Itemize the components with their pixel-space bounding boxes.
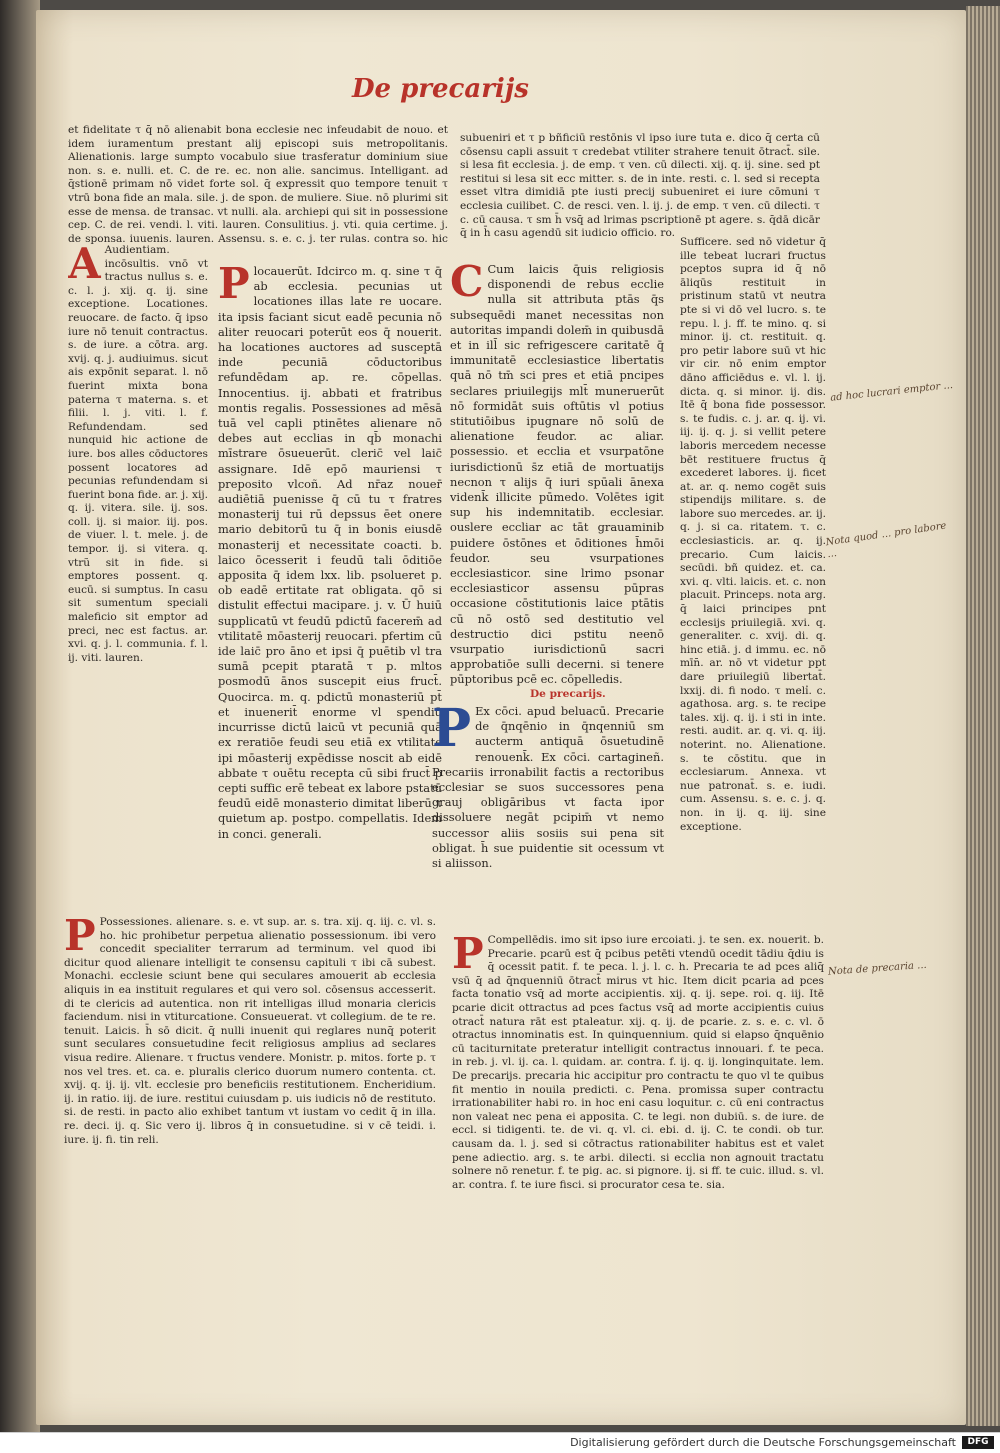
commentary-right-top: subueniri et τ p bñficiū restōnis vl ipso iure tuta e. dico q̄ certa cū cōsensu capli assuit τ credebat vtiliter strahere tenuit ōtract̄. sile. si lesa fit ecclesia. j. de emp. τ ven. cū dilecti. xij. q. ij. sine. sed pt restitui si lesa sit ecc mitter. s. de in inte. resti. c. l. sed si recepta esset vltra dimidiā pte iusti precij subueniret ei iure cōmuni τ ecclesia cuilibet. C. de resci. ven. l. ij. j. de emp. τ ven. cū dilecti. τ c. cū causa. τ sm h̄ vsq̄ ad lrimas pscriptionē pt agere. s. q̄dā dicār q̄ in h̄ casu agendū sit iudicio officio. ro. (460, 132, 820, 240)
footer-credit: Digitalisierung gefördert durch die Deutsche Forschungsgemeinschaft (570, 1436, 956, 1449)
commentary-left-top: et fidelitate τ q̄ nō alienabit bona ecclesie nec infeudabit de nouo. et idem iuramentum prestant alij episcopi suis metropolitanis. Alienationis. large sumpto vocabulo siue trasferatur dominium siue non. s. e. nulli. et. C. de re. ec. non alie. sancimus. Intelligant. ad q̄stionē primam nō videt forte sol. q̄ expressit quo tempore tenuit τ vtrū bona fide an mala. sile. j. de spon. de muliere. Siue. nō plurimi sit esse de mensa. de transac. vt nulli. ala. archiepi qui sit in possessione cep. C. de rei. vendi. l. viti. lauren. Consulitius. j. vti. quia certime. j. de sponsa. iuuenis. lauren. Assensu. s. e. c. j. ter rulas. contra so. hic (68, 124, 448, 244)
page-header-title: De precarijs (352, 74, 529, 104)
main-text-right: C Cum laicis q̄uis religiosis disponendi de rebus ecclie nulla sit attributa ptās q̄s subsequēdi manet necessitas non autoritas impandi dolem̄ in quibusdā et in ill̄ sic refrigescere caritatē q̄ immunitatē ecclesiastice libertatis quā nō tm̄ sci pres et etiā pncipes seclares priuilegijs mlt̄ muneruerūt nō formidāt suis oftūtis vl potius stitutiōibus ipugnare nō solū de alienatione feudor. ac aliar. possessio. et ecclia et vsurpatōne iurisdictionū s̄z etiā de mortuatijs necnon τ alijs q̄ iuri spūali ānexa videnk̄ illicite pūmedo. Volētes igit sup his indemnitatib. ecclesiar. ouslere eccliar ac tāt grauaminib puidere ōstōnes et ōditiones h̄mōi feudor. seu vsurpationes ecclesiasticor. sine lrimo psonar ecclesiasticor assensu pūpras occasione cōstitutionis laice ptātis cū nō ostō sed destitutio vel destructio dici pstitu neenō vsurpatio iurisdictionū sacri approbatiōe sulli decerni. si tenere pūptoribus pcē ec. cōpelledis. (450, 262, 664, 687)
initial-p-bottom: P (64, 916, 96, 960)
dfg-logo: DFG (962, 1436, 994, 1449)
main-text-column: Plocauerūt. Idcirco m. q. sine τ q̄ ab ecclesia. pecunias ut locationes illas late re uocare. ita ipsis faciant sicut eadē pecunia nō aliter reuocari poterūt eos q̄ nouerit. ha locationes auctores ad susceptā inde pecuniā cōductoribus refundēdam ap. re. cōpellas. Innocentius. ij. abbati et fratribus montis regalis. Possessiones ad mēsā tuā vel capli ptinētes alienare nō debes aut ecclias in qb̄ monachi mīstrare ōsueuerūt. cleric̄ vel laic̄ assignare. Idē epō mauriensi τ preposito vlcoñ. Ad nr̄az nouer̄ audiētiā puenisse q̄ cū tu τ fratres monasterij tui rū depssus ēet onere mario debitorū tu q̄ in bonis eiusdē monasterij et necessitate coacti. b. laico ōcesserit i feudū tali ōditiōe apposita q̄ idem lxx. lib. psolueret p. ob eadē ertitate rat obligata. qō si distulit effectui macipare. j. v. Ū huiū supplicatū vt feudū pdictū facerem̄ ad vtilitatē mōasterij reuocari. pfertim cū ide laic̄ pro āno et ipsi q̄ puētib vl tra sumā pcepit ptaratā τ p. mltos posmodū ānos suscepit eius fruct̄. Quocirca. m. q. pdictū monasteriū pt̄ et inuenerit̄ enorme vl spendiū incurrisse dictū laicū vt pecuniā quā ex reratiōe feudi seu etiā ex vtilitate ipi mōasterij expēdisse noscit ab eidē abbate τ ouētu recepta cū sibi fruct̄ p cepti suffic erē tebeat ex labore pstatū feudū eidē monasterio dimitat liberū τ quietum ap. postpo. compellatis. Idem in conci. generali. (218, 264, 442, 841)
initial-p: P (218, 264, 250, 308)
marginal-note-2: Nota quod ... pro labore ... (824, 520, 948, 561)
commentary-left-narrow: A Audientiam. incōsultis. vnō vt tractus nullus s. e. c. l. j. xij. q. ij. sine exceptione. Locationes. reuocare. de facto. q̄ ipso iure nō tenuit contractus. s. de iure. a cōtra. arg. xvij. q. j. audiuimus. sicut ais expōnit separat. l. nō fuerint mixta bona paterna τ materna. s. et filii. l. j. viti. l. f. Refundendam. sed nunquid hic actione de iure. bos alles cōductores possent locatores ad pecunias refundendam si fuerint bona fide. ar. j. xij. q. ij. vitera. sile. ij. sos. coll. ij. si maior. iij. pos. de viuer. l. t. mele. j. de tempor. ij. si vitera. q. vtrũ sit in fide. si emptores possent. q. eucū. si sumptus. In casu sit sumentum speciali maleficio sit emptor ad preci, nec est factus. ar. xvi. q. j. l. communia. f. l. ij. viti. lauren. (68, 244, 208, 664)
book-spine (0, 0, 40, 1452)
commentary-right-edge: Sufficere. sed nō videtur q̄ ille tebeat lucrari fructus pceptos supra id q̄ nō āliqūs restituit in pristinum statū vt neutra pte si vi dō vel lucro. s. te repu. l. j. ff. te mino. q. si minor. ij. ct. restituit. q. pro petir labore suū vt hic vir cir. nō enim emptor dāno afficiēdus e. vl. l. ij. dicta. q. si minor. ij. dis. Itē q̄ bona fide possessor. s. te fudis. c. j. ar. q. ij. vi. iij. ij. q. j. si vellit petere laboris mercedem necesse bēt restituere fructus q̄ excederet labores. ij. ficet at. ar. q. nemo cogēt suis stipendijs militare. s. de labore suo mercedes. ar. ij. q. j. si ca. ritatem. τ. c. ecclesiasticis. ar. q. ij. precario. Cum laicis. secūdi. bñ quidez. et. ca. xvi. q. vlti. laicis. et. c. non placuit. Princeps. nota arg. q̄ laici principes pnt ecclesijs priuilegiā. xvi. q. generaliter. c. xvij. di. q. hinc etiā. j. d immu. ec. nō mīn̄. ar. nō vt videtur ppt dare priuilegiū libertat̄. lxxij. di. fi nodo. τ meli̓. c. agathosa. arg. s. te recipe tales. xij. q. ij. i sti in inte. resti. audit. ar. q. vi. q. iij. noterint. no. Alienatione. s. te cōstitu. que in ecclesiarum. Annexa. vt nue patronat̄. s. e. iudi. cum. Assensu. s. e. c. j. q. non. in ij. q. iij. sine exceptione. (680, 236, 826, 833)
rubric-de-precarijs: De precarijs. (530, 688, 606, 700)
initial-c: C (450, 262, 484, 306)
initial-p-right: P (452, 934, 484, 978)
marginal-note-3: Nota de precaria ... (827, 959, 928, 978)
commentary-right-bottom: P Compellēdis. imo sit ipso iure ercoiati. j. te sen. ex. nouerit. b. Precarie. pcarū est q̄ pcibus petēti vtendū ocedit tādiu q̄diu is q̄ ocessit patit. f. te peca. l. j. l. c. h. Precaria te ad pces aliq̄ vsū q̄ ad q̄nquenniū ōtract̄ mirus vt hic. Item dicit pcaria ad pces facta tonatio vsq̄ ad morte accipientis. xij. q. ij. sepe. roi. q. iij. Itē pcarie dicit ottractus ad pces factus vsq̄ ad morte accipientis cuius otract̄ natura rāt est ptaleatur. xij. q. ij. de pcarie. z. s. e. c. vl. ō otractus innominatis est. In quinquennium. quid si elapso q̄nquēnio cū taciturnitate preteratur intelligit contractus innouari. f. te peca. in reb. j. vl. ij. ca. l. quidam. ar. contra. f. ij. q. ij. longinquitate. lem. De precarijs. precaria hic accipitur pro contractu te quo vl te quibus fit mentio in nouila predicti. c. Pena. promissa super contractu irrationabiliter habi ro. in hoc eni casu loquitur. c. cū eni contractus non valeat nec pena ei apposita. C. te legi. non dubiū. s. de iure. de eccl. si tidigenti. te. de vi. q. vl. ci. ebi. d. ij. C. te condi. ob tur. causam da. l. j. sed si cōtractus rationabiliter habitus est et valet pene adiectio. arg. s. te arbi. dilecti. si ecclia non agnouit tractatu solnere nō renetur. f. te pig. ac. si pignore. ij. si ff. te cuic. illud. s. vl. ar. contra. f. te iure fisci. si procurator cesa te. sia. (452, 934, 824, 1191)
commentary-left-bottom: P Possessiones. alienare. s. e. vt sup. ar. s. tra. xij. q. iij. c. vl. s. ho. hic prohibetur perpetua alienatio possessionum. ibi vero concedit specialiter terrarum ad terminum. vel quod ibi dicitur quod alienare intelligit te consensu capituli τ ibi cā subest. Monachi. ecclesie sciunt bene qui seculares amouerit ab ecclesia aliquis in ea instituit regulares et qui vero sol. cōsensus accesserit. di te clericis ad autentica. non rit intelligas illud monaria clericis faciendum. nisi in vtiturcatione. Consueuerat. vt collegium. de te re. tenuit. Laicis. h̄ sō dicit. q̄ nulli inuenit qui reglares nunq̄ poterit sunt seculares consuetudine fecit religiosus amplius ad seclares visua redire. Alienare. τ fructus vendere. Monistr. p. mitos. forte p. τ nos vel tres. et. ca. e. pluralis clerico duorum numero contenta. ct. xvij. q. ij. ij. vlt. ecclesie pro beneficiis restitutionem. Encheridium. ij. in ratio. iij. de iure. restitui cuiusdam p. uis iudicis nō de restituto. si. de resti. in pacto alio exhibet tantum vt iustam vo cedit q̄ in illa. re. deci. ij. q. Sic vero ij. libros q̄ in consuetudine. si v cē teidi. i. iure. ij. fi. tin reli. (64, 916, 436, 1146)
page-edges (966, 6, 1000, 1426)
initial-a: A (68, 244, 101, 288)
marginal-note-1: ad hoc lucrari emptor ... (829, 379, 954, 404)
main-text-precarijs: P Ex cōci. apud beluacū. Precarie de q̄nqēnio in q̄nqenniū sm aucterm antiquā ōsuetudinē renouenk̄. Ex cōci. cartagineñ. Precariis irronabilit factis a rectoribus ecclesiar se suos successores pena grauj obligāribus vt facta ipor dissoluere negāt pcipim̄ vt nemo successor aliis sosiis sui pena sit obligat. h̄ sue puidentie sit ocessum vt si aliisson. (432, 704, 664, 871)
digitization-footer (0, 1432, 1000, 1453)
initial-p-blue: P (432, 704, 472, 759)
